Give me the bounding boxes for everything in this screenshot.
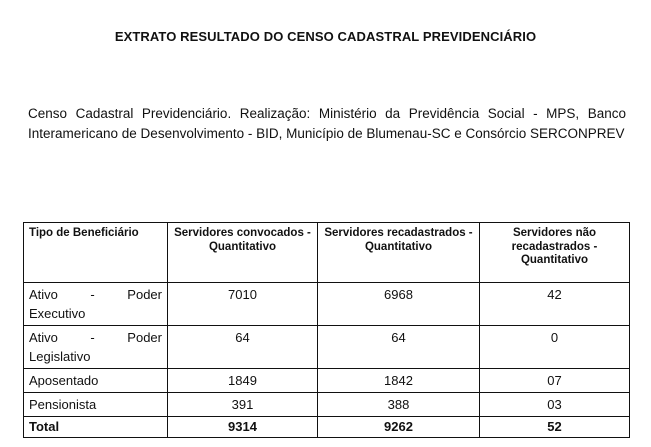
table-row <box>24 393 630 417</box>
row-recadastrados-value: 1842 <box>318 369 480 393</box>
row-type-label: Ativo - Poder Executivo <box>24 283 168 326</box>
total-nao-recadastrados-value: 52 <box>480 417 630 438</box>
header-servidores-convocados: Servidores convocados - Quantitativo <box>168 223 318 283</box>
row-type-label: Aposentado <box>24 369 168 393</box>
table-total-row <box>24 417 630 438</box>
row-type-label: Ativo - Poder Legislativo <box>24 326 168 369</box>
header-tipo-beneficiario: Tipo de Beneficiário <box>24 223 168 283</box>
total-convocados-value: 9314 <box>168 417 318 438</box>
row-convocados-value: 1849 <box>168 369 318 393</box>
census-results-table <box>23 222 630 438</box>
header-servidores-recadastrados: Servidores recadastrados - Quantitativo <box>318 223 480 283</box>
row-recadastrados-value: 388 <box>318 393 480 417</box>
row-type-label: Pensionista <box>24 393 168 417</box>
row-convocados-value: 391 <box>168 393 318 417</box>
row-nao-recadastrados-value: 42 <box>480 283 630 326</box>
table-row <box>24 326 630 369</box>
document-title: EXTRATO RESULTADO DO CENSO CADASTRAL PREVIDENCIÁRIO <box>114 29 537 44</box>
table-row <box>24 283 630 326</box>
row-nao-recadastrados-value: 03 <box>480 393 630 417</box>
table-row <box>24 369 630 393</box>
total-label: Total <box>24 417 168 438</box>
intro-paragraph: Censo Cadastral Previdenciário. Realização: Ministério da Previdência Social - MPS, Banco Interamericano de Desenvolvimento - BID, Município de Blumenau-SC e Consórcio SERCONPREV <box>28 106 626 141</box>
row-convocados-value: 7010 <box>168 283 318 326</box>
row-recadastrados-value: 64 <box>318 326 480 369</box>
table-header-row <box>24 223 630 283</box>
total-recadastrados-value: 9262 <box>318 417 480 438</box>
row-nao-recadastrados-value: 0 <box>480 326 630 369</box>
row-nao-recadastrados-value: 07 <box>480 369 630 393</box>
header-servidores-nao-recadastrados: Servidores não recadastrados - Quantitativo <box>480 223 630 283</box>
row-convocados-value: 64 <box>168 326 318 369</box>
row-recadastrados-value: 6968 <box>318 283 480 326</box>
